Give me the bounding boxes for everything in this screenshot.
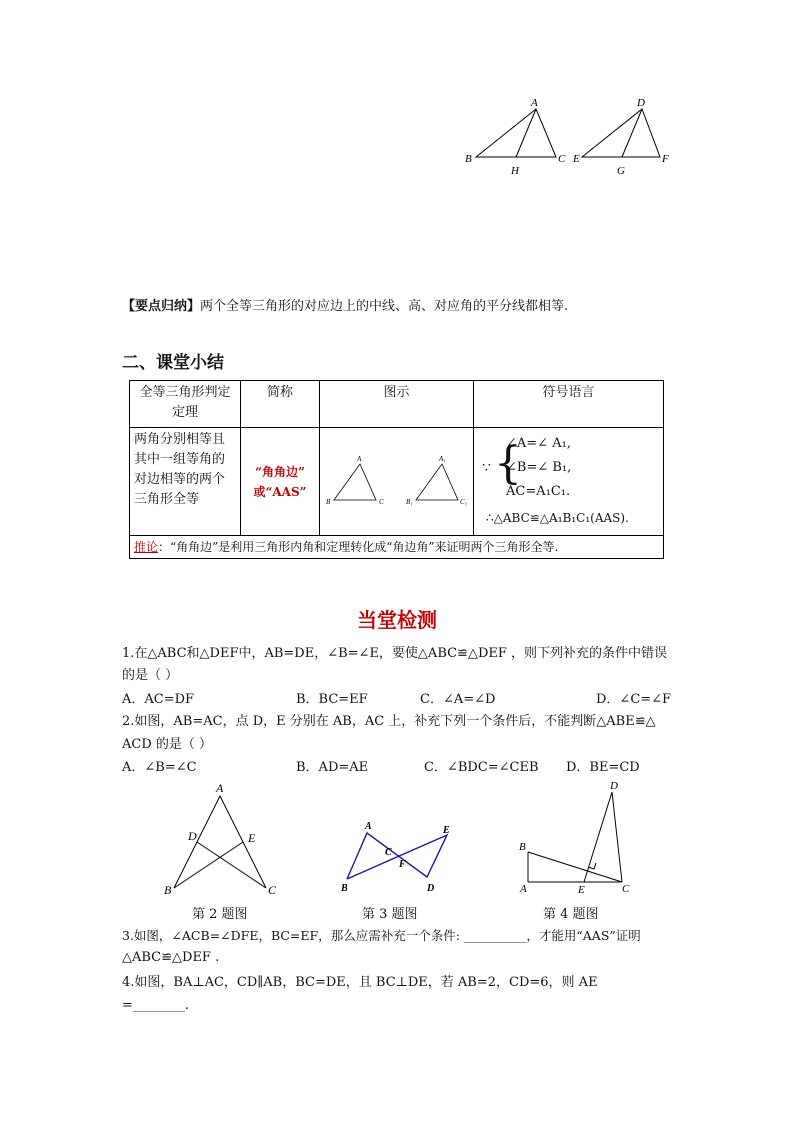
fig3-label-f: F [399, 859, 406, 870]
q2-option-b: B．AD=AE [296, 760, 369, 775]
caption-q4: 第 4 题图 [543, 907, 599, 922]
test-title: 当堂检测 [357, 608, 437, 632]
caption-q2: 第 2 题图 [192, 907, 248, 922]
key-point-tag: 【要点归纳】 [122, 299, 201, 314]
figure-q4 [510, 778, 640, 898]
abbr-cell [241, 428, 320, 536]
segment-dg [622, 109, 642, 157]
condition-1: ∠A=∠ A₁, [506, 436, 571, 451]
summary-heading: 二、课堂小结 [122, 353, 224, 373]
q4-line-1: 4.如图，BA⊥AC，CD∥AB，BC=DE，且 BC⊥DE，若 AB=2，CD=6，则 AE [122, 975, 598, 990]
q2-option-d: D．BE=CD [566, 760, 640, 775]
label-g: G [617, 165, 625, 177]
fig4-label-d: D [610, 780, 618, 792]
aas-triangle-a1b1c1 [416, 464, 458, 500]
figure-q3 [335, 815, 465, 900]
aas-label-b1: B₁ [406, 498, 413, 506]
header-theorem: 全等三角形判定定理 [130, 381, 241, 428]
because-sign: ∵ [482, 460, 491, 476]
condition-3: AC=A₁C₁. [506, 484, 571, 499]
q3-line-2: △ABC≌△DEF . [122, 950, 220, 965]
fig2-label-b: B [164, 883, 172, 897]
segment-ah [516, 109, 536, 157]
aas-label-a1: A₁ [439, 455, 446, 463]
q2-line-1: 2.如图，AB=AC，点 D，E 分别在 AB，AC 上，补充下列一个条件后，不能判断△ABE≌△ [122, 714, 656, 729]
abbr-line-2: 或“AAS” [253, 484, 307, 499]
q1-option-b: B．BC=EF [296, 692, 368, 707]
caption-q3: 第 3 题图 [362, 907, 418, 922]
fig2-label-c: C [268, 883, 277, 897]
note-row [130, 536, 664, 559]
q2-option-a: A．∠B=∠C [122, 760, 197, 775]
key-point-text: 两个全等三角形的对应边上的中线、高、对应角的平分线都相等. [200, 299, 569, 314]
fig2-label-d: D [188, 829, 197, 843]
conclusion: ∴△ABC≌△A₁B₁C₁(AAS). [486, 511, 629, 525]
label-c: C [558, 153, 566, 165]
label-h: H [511, 165, 519, 177]
fig3-label-c: C [385, 847, 392, 858]
q3-line-1: 3.如图，∠ACB=∠DFE，BC=EF，那么应需补充一个条件: __________，才能用“AAS”证明 [122, 928, 641, 943]
summary-table [129, 380, 664, 559]
key-point [122, 297, 568, 317]
q1-option-c: C．∠A=∠D [420, 692, 496, 707]
q4-line-2: =________. [122, 998, 190, 1013]
label-f: F [662, 153, 669, 165]
aas-label-c1: C₁ [460, 498, 468, 506]
label-a: A [531, 97, 538, 109]
fig3-label-e: E [443, 825, 450, 836]
fig4-label-c: C [622, 883, 630, 895]
triangle-abc [476, 109, 556, 157]
header-figure: 图示 [320, 381, 474, 428]
q1-option-d: D．∠C=∠F [596, 692, 672, 707]
aas-label-a: A [357, 455, 362, 463]
fig2-label-a: A [216, 781, 224, 795]
condition-2: ∠B=∠ B₁, [506, 460, 572, 475]
theorem-cell: 两角分别相等且其中一组等角的对边相等的两个三角形全等 [130, 428, 241, 536]
q1-option-a: A．AC=DF [122, 692, 195, 707]
abbr-line-1: “角角边” [255, 464, 305, 479]
aas-label-b: B [326, 498, 331, 506]
aas-label-c: C [379, 498, 384, 506]
note-tag: 推论 [134, 540, 159, 554]
aas-figure [320, 428, 470, 528]
fig4-label-b: B [519, 841, 526, 853]
fig3-label-d: D [427, 883, 435, 894]
note-text: ：“角角边”是利用三角形内角和定理转化成“角边角”来证明两个三角形全等. [158, 540, 559, 554]
symbol-cell [474, 428, 664, 536]
q1-line-1: 1.在△ABC和△DEF中，AB=DE，∠B=∠E，要使△ABC≌△DEF ，则下列补充的条件中错误 [122, 646, 668, 661]
left-brace: { [494, 438, 522, 489]
figure-q2 [160, 780, 290, 900]
figure-cell [320, 428, 474, 536]
fig4-label-e: E [578, 884, 585, 896]
fig3-label-a: A [365, 821, 372, 832]
q1-line-2: 的是（ ） [122, 668, 179, 683]
fig3-label-b: B [341, 883, 348, 894]
q2-line-2: ACD 的是（ ） [122, 737, 213, 752]
header-symbol: 符号语言 [474, 381, 664, 428]
top-triangles-figure [460, 95, 690, 185]
q2-option-c: C．∠BDC=∠CEB [424, 760, 539, 775]
header-abbr: 简称 [241, 381, 320, 428]
aas-triangle-abc [334, 464, 376, 500]
label-d: D [637, 97, 645, 109]
label-b: B [465, 153, 472, 165]
fig2-label-e: E [248, 831, 256, 845]
fig4-label-a: A [520, 883, 527, 895]
triangle-def [582, 109, 660, 157]
label-e: E [573, 153, 580, 165]
